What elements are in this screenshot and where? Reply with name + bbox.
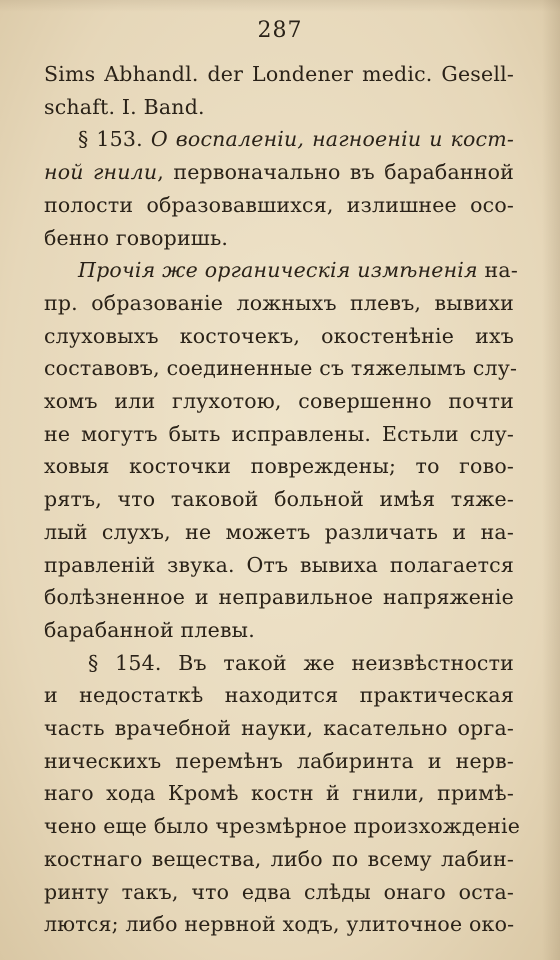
- text-line: [44, 123, 514, 156]
- text-line: schaft. I. Band.: [44, 94, 205, 119]
- text-line: Sims Abhandl. der Londener medic. Gesell-: [44, 62, 514, 86]
- page-number: 287: [257, 18, 303, 43]
- text-line: лый слухъ, не можетъ различать и на-: [44, 519, 514, 544]
- text-line: полости образовавшихся, излишнее осо-: [44, 192, 514, 217]
- italic-segment: О воспаленіи, нагноеніи и кост-: [150, 127, 514, 152]
- text-line: болѣзненное и неправильное напряженіе: [44, 585, 514, 610]
- text-line: часть врачебной науки, касательно орга-: [44, 716, 514, 741]
- text-line: лются; либо нервной ходъ, улиточное око-: [44, 912, 515, 937]
- body-text: [44, 58, 521, 941]
- text-line: чено еще было чрезмѣрное произхожденіе: [44, 814, 521, 839]
- text-line: слуховыхъ косточекъ, окостенѣніе ихъ: [44, 323, 514, 348]
- text-segment: § 153.: [78, 127, 151, 152]
- text-line: не могутъ быть исправлены. Естьли слу-: [44, 421, 514, 446]
- text-line: ринту такъ, что едва слѣды онаго оста-: [44, 879, 514, 904]
- italic-segment: ной гнили: [44, 160, 158, 185]
- page-edge-shadow: [542, 0, 560, 960]
- text-line: составовъ, соединенные съ тяжелымъ слу-: [44, 356, 518, 381]
- page-top-shadow: [0, 0, 560, 12]
- text-line: § 154. Въ такой же неизвѣстности: [88, 650, 514, 675]
- text-line: бенно говоришь.: [44, 225, 229, 250]
- text-line: [44, 156, 514, 189]
- text-line: рятъ, что таковой больной имѣя тяже-: [44, 487, 514, 512]
- text-line: [44, 254, 518, 287]
- text-line: хомъ или глухотою, совершенно почти: [44, 389, 514, 414]
- text-line: ховыя косточки повреждены; то гово-: [44, 454, 514, 479]
- text-line: правленій звука. Отъ вывиха полагается: [44, 552, 514, 577]
- text-line: барабанной плевы.: [44, 617, 255, 642]
- text-line: и недостаткѣ находится практическая: [44, 683, 514, 708]
- text-line: ническихъ перемѣнъ лабиринта и нерв-: [44, 748, 514, 773]
- text-segment: , первоначально въ барабанной: [157, 160, 515, 185]
- italic-segment: Прочія же органическія измѣненія: [78, 258, 478, 283]
- text-segment: на-: [477, 258, 518, 283]
- text-line: наго хода Кромѣ костн й гнили, примѣ-: [44, 781, 514, 806]
- text-line: пр. образованіе ложныхъ плевъ, вывихи: [44, 290, 514, 315]
- text-line: костнаго вещества, либо по всему лабин-: [44, 846, 514, 871]
